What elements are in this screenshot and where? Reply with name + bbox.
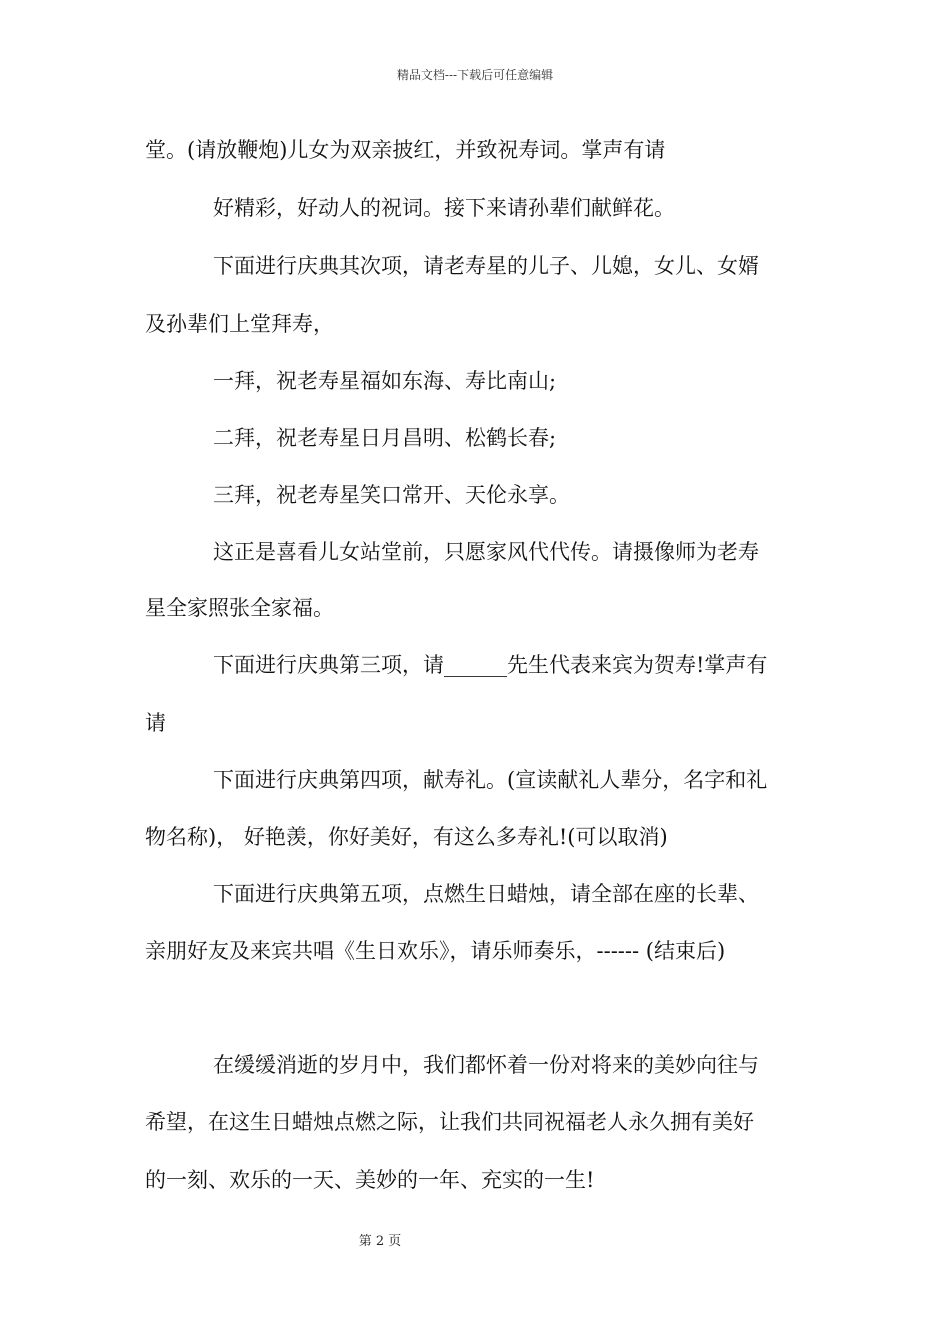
text-line: 二拜，祝老寿星日月昌明、松鹤长春;	[213, 426, 557, 450]
text-line: 下面进行庆典第四项，献寿礼。(宣读献礼人辈分，名字和礼	[213, 768, 768, 792]
text-line: 下面进行庆典其次项，请老寿星的儿子、儿媳，女儿、女婿	[213, 254, 759, 278]
text-line: 请	[145, 711, 166, 735]
page-header: 精品文档---下载后可任意编辑	[396, 68, 554, 82]
text-line: 好精彩，好动人的祝词。接下来请孙辈们献鲜花。	[213, 196, 675, 220]
text-line: 亲朋好友及来宾共唱《生日欢乐》，请乐师奏乐，------ (结束后)	[145, 939, 726, 963]
text-line: 下面进行庆典第五项，点燃生日蜡烛，请全部在座的长辈、	[213, 882, 759, 906]
text-line: 这正是喜看儿女站堂前，只愿家风代代传。请摄像师为老寿	[213, 540, 759, 564]
text-line: 希望，在这生日蜡烛点燃之际，让我们共同祝福老人永久拥有美好	[145, 1110, 754, 1134]
text-line: 一拜，祝老寿星福如东海、寿比南山;	[213, 369, 557, 393]
text-line: 堂。(请放鞭炮)儿女为双亲披红，并致祝寿词。掌声有请	[145, 138, 666, 162]
text-line: 在缓缓消逝的岁月中，我们都怀着一份对将来的美妙向往与	[213, 1053, 759, 1077]
text-line: 物名称)， 好艳羡，你好美好，有这么多寿礼!(可以取消)	[145, 825, 668, 849]
text-line: 及孙辈们上堂拜寿，	[145, 312, 334, 336]
text-line: 下面进行庆典第三项，请______先生代表来宾为贺寿!掌声有	[213, 653, 768, 677]
page-number: 第 2 页	[358, 1234, 402, 1249]
text-line: 星全家照张全家福。	[145, 596, 334, 620]
text-line: 三拜，祝老寿星笑口常开、天伦永享。	[213, 483, 570, 507]
text-line: 的一刻、欢乐的一天、美妙的一年、充实的一生!	[145, 1168, 595, 1192]
